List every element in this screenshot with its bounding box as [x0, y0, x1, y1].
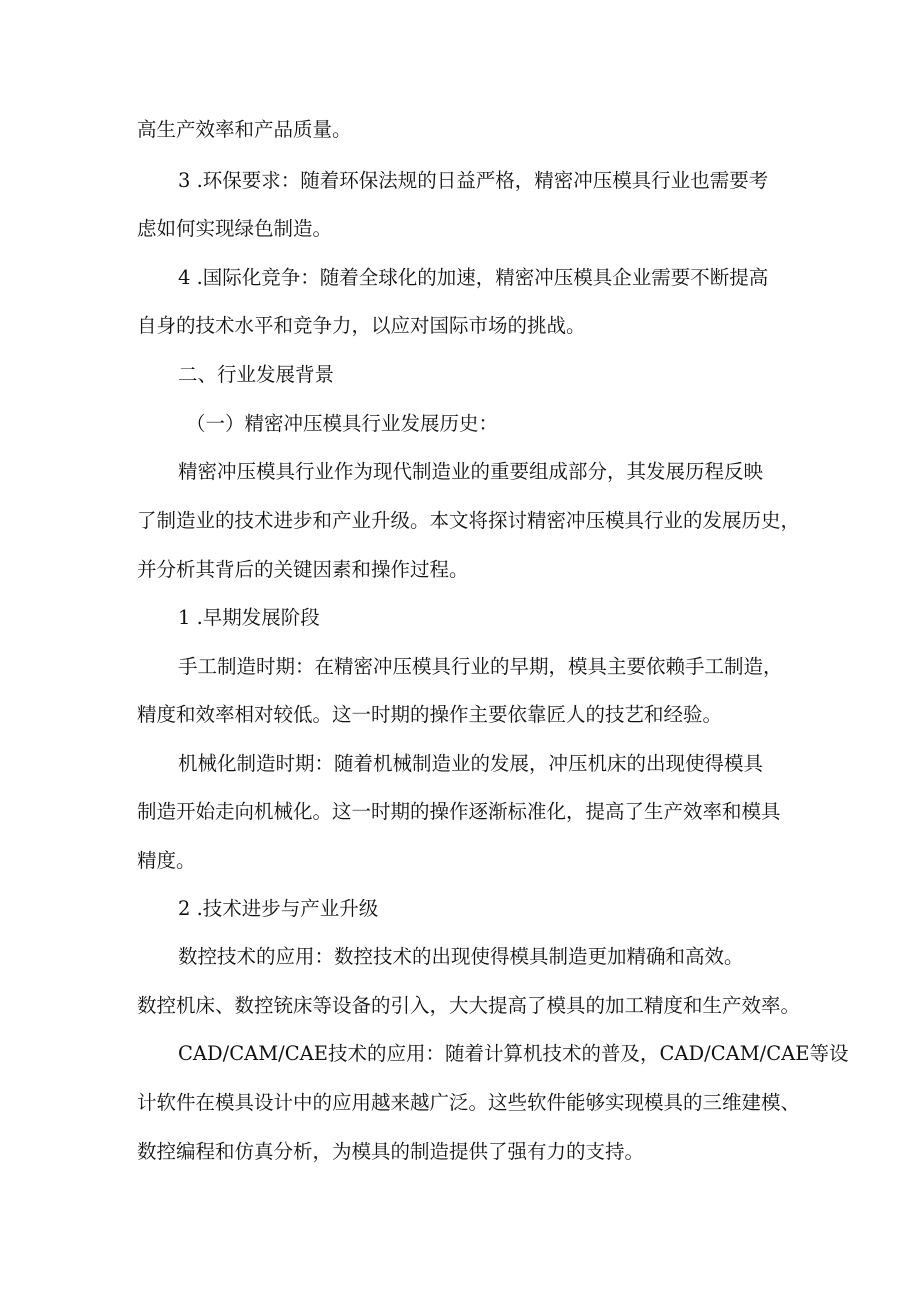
text-line: 机械化制造时期：随着机械制造业的发展，冲压机床的出现使得模具 [178, 752, 764, 775]
list-item-international: 4 .国际化竞争：随着全球化的加速，精密冲压模具企业需要不断提高 [178, 266, 769, 289]
text-line: 并分析其背后的关键因素和操作过程。 [137, 558, 469, 581]
text-line: 数控机床、数控铳床等设备的引入，大大提高了模具的加工精度和生产效率。 [137, 994, 801, 1017]
numbered-heading-tech-progress: 2 .技术进步与产业升级 [178, 897, 379, 920]
text-line: 精度。 [137, 849, 196, 872]
text-line: 数控编程和仿真分析，为模具的制造提供了强有力的支持。 [137, 1140, 645, 1163]
text-line: 精度和效率相对较低。这一时期的操作主要依靠匠人的技艺和经验。 [137, 703, 723, 726]
text-line: 虑如何实现绿色制造。 [137, 217, 333, 240]
text-line: CAD/CAM/CAE技术的应用：随着计算机技术的普及，CAD/CAM/CAE等设 [178, 1042, 849, 1065]
text-line: 计软件在模具设计中的应用越来越广泛。这些软件能够实现模具的三维建模、 [137, 1091, 801, 1114]
text-line: 数控技术的应用：数控技术的出现使得模具制造更加精确和高效。 [178, 945, 744, 968]
subsection-heading: （一）精密冲压模具行业发展历史： [186, 412, 499, 435]
numbered-heading-early-stage: 1 .早期发展阶段 [178, 606, 320, 629]
text-line: 制造开始走向机械化。这一时期的操作逐渐标准化，提高了生产效率和模具 [137, 800, 781, 823]
section-heading: 二、行业发展背景 [178, 363, 335, 386]
text-line: 手工制造时期：在精密冲压模具行业的早期，模具主要依赖手工制造， [178, 655, 783, 678]
text-line: 精密冲压模具行业作为现代制造业的重要组成部分，其发展历程反映 [178, 460, 764, 483]
text-line: 自身的技术水平和竞争力，以应对国际市场的挑战。 [137, 314, 586, 337]
list-item-environmental: 3 .环保要求：随着环保法规的日益严格，精密冲压模具行业也需要考 [178, 169, 769, 192]
text-line: 高生产效率和产品质量。 [137, 118, 352, 141]
text-line: 了制造业的技术进步和产业升级。本文将探讨精密冲压模具行业的发展历史， [137, 509, 801, 532]
